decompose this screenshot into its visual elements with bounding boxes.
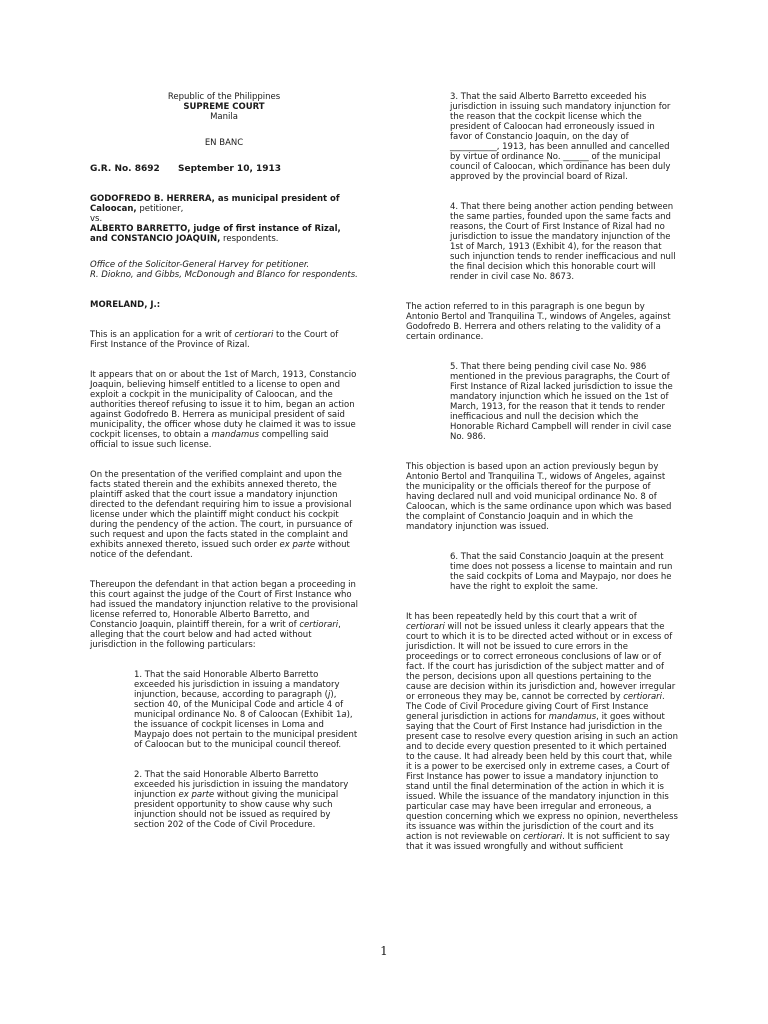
republic-line: Republic of the Philippines [167,92,281,102]
division-label: EN BANC [204,138,244,148]
petitioner-line [90,194,358,214]
paragraph: It has been repeatedly held by this court that a writ of certiorari will not be issued unless it clearly appears that the court to which it is to be directed acted without or in excess of jurisdiction. It will not be issued to cure errors in the proceedings or to correct erroneous conclusions of law or of fact. If the court has jurisdiction of the subject matter and of the person, decisions upon all questions pertaining to the cause are decision within its jurisdiction and, however irregular or erroneous they may be, cannot be corrected by certiorari. The Code of Civil Procedure giving Court of First Instance general jurisdiction in actions for mandamus, it goes without saying that the Court of First Instance had jurisdiction in the present case to resolve every question arising in such an action and to decide every question presented to it which pertained to the cause. It had already been held by this court that, while it is a power to be exercised only in extreme cases, a Court of First Instance has power to issue a mandatory injunction to stand until the final determination of the action in which it is issued. While the issuance of the mandatory injunction in this particular case may have been irregular and erroneous, a question concerning which we express no opinion, nevertheless its issuance was within the jurisdiction of the court and its action is not reviewable on certiorari. It is not sufficient to say that it was issued wrongfully and without sufficient [406,612,678,852]
petitioner-role: petitioner, [139,204,184,214]
court-city: Manila [210,112,238,122]
paragraph: On the presentation of the verified complaint and upon the facts stated therein and the exhibits annexed thereto, the plaintiff asked that the court issue a mandatory injunction directed to the defendant requiring him to issue a provisional license under which the plaintiff might conduct his cockpit during the pendency of the action. The court, in pursuance of such request and upon the facts stated in the complaint and exhibits annexed thereto, issued such order ex parte without notice of the defendant. [90,470,353,560]
court-name: SUPREME COURT [183,102,265,112]
numbered-paragraph-3: 3. That the said Alberto Barretto exceeded his jurisdiction in issuing such mandatory injunction for the reason that the cockpit license which the president of Caloocan had erroneously issued in favor of Constancio Joaquin, on the day of ___________, 1913, has been annulled and cancelled by virtue of ordinance No. ______ of the municipal council of Caloocan, which ordinance has been duly approved by the provincial board of Rizal. [450,92,671,182]
right-column [406,92,678,852]
counsel-respondents: R. Diokno, and Gibbs, McDonough and Blanco for respondents. [90,270,358,280]
versus: vs. [90,214,103,224]
numbered-paragraph-5: 5. That there being pending civil case No. 986 mentioned in the previous paragraphs, the Court of First Instance of Rizal lacked jurisdiction to issue the mandatory injunction which he issued on the 1st of March, 1913, for the reason that it tends to render inefficacious and null the decision which the Honorable Richard Campbell will render in civil case No. 986. [450,362,673,442]
numbered-paragraph-1: 1. That the said Honorable Alberto Barretto exceeded his jurisdiction in issuing a mandatory injunction, because, according to paragraph (j), section 40, of the Municipal Code and article 4 of municipal ordinance No. 8 of Caloocan (Exhibit 1a), the issuance of cockpit licenses in Loma and Maypajo does not pertain to the municipal president of Caloocan but to the municipal council thereof. [134,670,358,750]
left-column [90,92,358,830]
page-number: 1 [380,944,388,958]
numbered-paragraph-2: 2. That the said Honorable Alberto Barretto exceeded his jurisdiction in issuing the mandatory injunction ex parte without giving the municipal president opportunity to show cause why such injunction should not be issued as required by section 202 of the Code of Civil Procedure. [134,770,349,830]
paragraph: It appears that on or about the 1st of March, 1913, Constancio Joaquin, believing himself entitled to a license to open and exploit a cockpit in the municipality of Caloocan, and the authorities thereof refusing to issue it to him, began an action against Godofredo B. Herrera as municipal president of said municipality, the officer whose duty he claimed it was to issue cockpit licenses, to obtain a mandamus compelling said official to issue such license. [90,370,357,450]
petitioner-name: GODOFREDO B. HERRERA, as municipal president of Caloocan, [90,194,340,214]
respondents-name: ALBERTO BARRETTO, judge of first instance of Rizal, and CONSTANCIO JOAQUIN, [90,224,341,244]
counsel-petitioner: Office of the Solicitor-General Harvey for petitioner. [90,260,310,270]
numbered-paragraph-6: 6. That the said Constancio Joaquin at the present time does not possess a license to maintain and run the said cockpits of Loma and Maypajo, nor does he have the right to exploit the same. [450,552,673,592]
case-date: September 10, 1913 [178,164,282,174]
respondents-role: respondents. [223,234,279,244]
case-number: G.R. No. 8692 [90,164,160,174]
paragraph: This is an application for a writ of certiorari to the Court of First Instance of the Province of Rizal. [90,330,339,350]
opinion-author: MORELAND, J.: [90,300,161,310]
respondents-line [90,224,358,244]
paragraph: The action referred to in this paragraph is one begun by Antonio Bertol and Tranquilina T., windows of Angeles, against Godofredo B. Herrera and others relating to the validity of a certain ordinance. [406,302,671,342]
numbered-paragraph-4: 4. That there being another action pending between the same parties, founded upon the same facts and reasons, the Court of First Instance of Rizal had no jurisdiction to issue the mandatory injunction of the 1st of March, 1913 (Exhibit 4), for the reason that such injunction tends to render inefficacious and null the final decision which this honorable court will render in civil case No. 8673. [450,202,676,282]
paragraph: This objection is based upon an action previously begun by Antonio Bertol and Tranquilina T., widows of Angeles, against the municipality or the officials thereof for the purpose of having declared null and void municipal ordinance No. 8 of Caloocan, which is the same ordinance upon which was based the complaint of Constancio Joaquin and in which the mandatory injunction was issued. [406,462,672,532]
case-line [90,164,358,174]
paragraph: Thereupon the defendant in that action began a proceeding in this court against the judge of the Court of First Instance who had issued the mandatory injunction relative to the provisional license referred to, Honorable Alberto Barretto, and Constancio Joaquin, plaintiff therein, for a writ of certiorari, alleging that the court below and had acted without jurisdiction in the following particulars: [90,580,358,650]
